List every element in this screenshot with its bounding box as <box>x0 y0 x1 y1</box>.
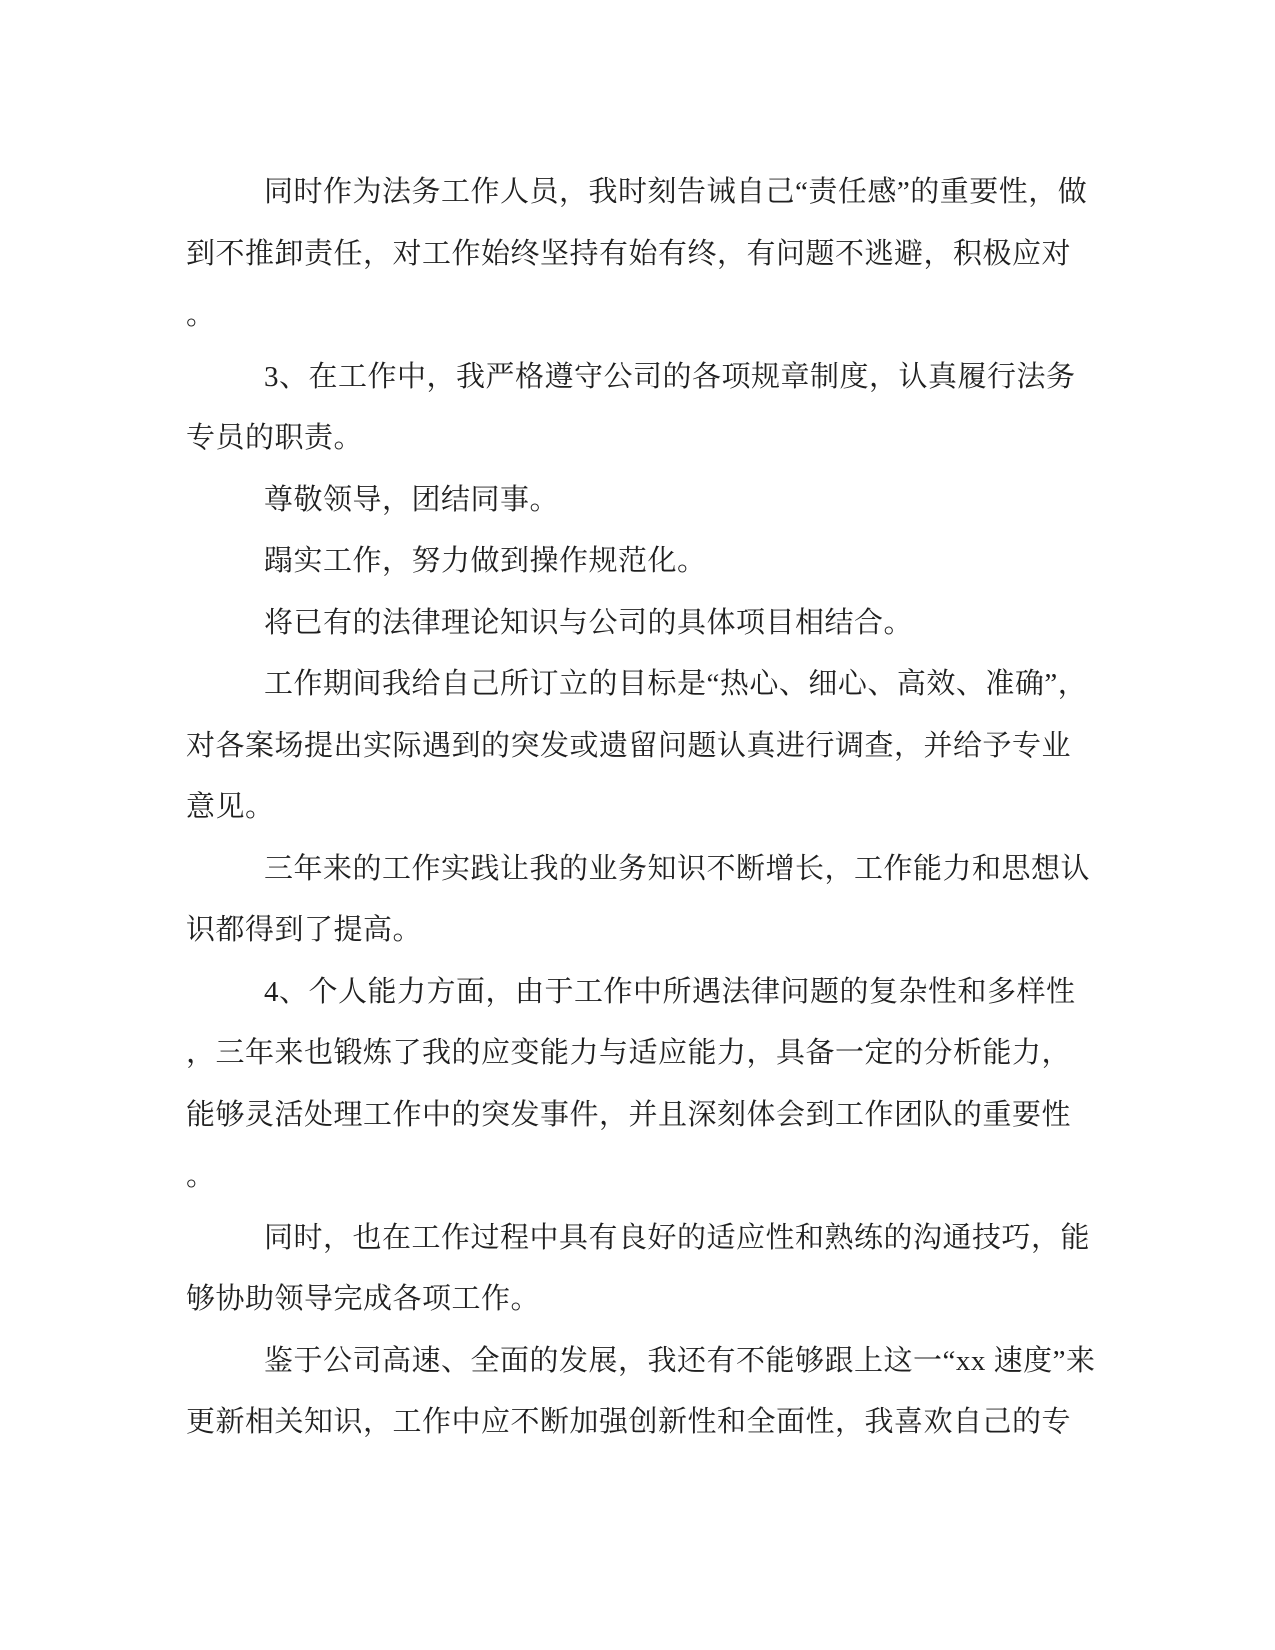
text-line: 蹋实工作，努力做到操作规范化。 <box>264 545 707 577</box>
text-line: 4、个人能力方面，由于工作中所遇法律问题的复杂性和多样性 <box>264 975 1076 1008</box>
text-line: 对各案场提出实际遇到的突发或遗留问题认真进行调查，并给予专业 <box>186 729 1072 762</box>
text-line: 意见。 <box>186 791 275 823</box>
text-line: 。 <box>186 299 216 331</box>
text-line: 工作期间我给自己所订立的目标是“热心、细心、高效、准确”， <box>264 668 1088 700</box>
text-line: 鉴于公司高速、全面的发展，我还有不能够跟上这一“xx 速度”来 <box>264 1344 1096 1377</box>
text-line: 识都得到了提高。 <box>186 914 423 946</box>
text-line: 同时作为法务工作人员，我时刻告诫自己“责任感”的重要性，做 <box>264 176 1088 208</box>
text-line: 3、在工作中，我严格遵守公司的各项规章制度，认真履行法务 <box>264 360 1076 393</box>
text-line: 更新相关知识，工作中应不断加强创新性和全面性，我喜欢自己的专 <box>186 1406 1072 1438</box>
text-line: 够协助领导完成各项工作。 <box>186 1283 541 1315</box>
text-line: 。 <box>186 1160 216 1192</box>
text-line: ，三年来也锻炼了我的应变能力与适应能力，具备一定的分析能力， <box>186 1037 1072 1069</box>
text-line: 三年来的工作实践让我的业务知识不断增长，工作能力和思想认 <box>264 852 1091 885</box>
text-line: 到不推卸责任，对工作始终坚持有始有终，有问题不逃避，积极应对 <box>186 237 1072 270</box>
document-body-text <box>186 162 1096 1454</box>
text-line: 将已有的法律理论知识与公司的具体项目相结合。 <box>264 606 914 639</box>
text-line: 同时，也在工作过程中具有良好的适应性和熟练的沟通技巧，能 <box>264 1221 1091 1254</box>
text-line: 专员的职责。 <box>186 422 364 454</box>
text-line: 尊敬领导，团结同事。 <box>264 483 560 516</box>
text-line: 能够灵活处理工作中的突发事件，并且深刻体会到工作团队的重要性 <box>186 1098 1072 1131</box>
